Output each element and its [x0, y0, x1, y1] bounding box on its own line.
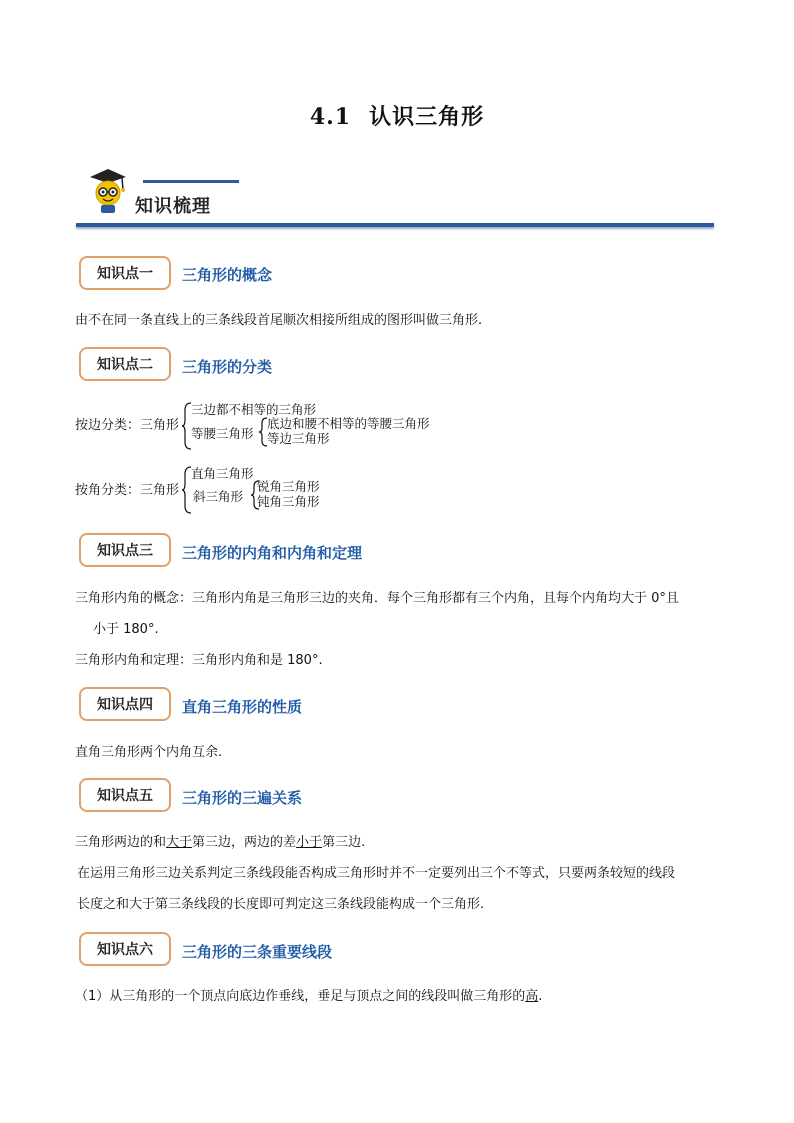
by-side-item-1: 三边都不相等的三角形	[191, 402, 317, 417]
section-title-1: 三角形的概念	[182, 266, 273, 284]
by-side-sub-1: 底边和腰不相等的等腰三角形	[267, 416, 430, 431]
side-relation-line-3: 长度之和大于第三条线段的长度即可判定这三条线段能构成一个三角形.	[77, 897, 485, 912]
section-title-6: 三角形的三条重要线段	[182, 943, 333, 961]
section-label-1: 知识点一	[79, 256, 171, 290]
section-label-5: 知识点五	[79, 778, 171, 812]
banner-top-line	[143, 180, 239, 183]
side-relation-line-1: 三角形两边的和大于第三边，两边的差小于第三边.	[75, 835, 366, 850]
section-title-5: 三角形的三遍关系	[182, 789, 303, 807]
section-title-2: 三角形的分类	[182, 358, 273, 376]
right-triangle-text: 直角三角形两个内角互余.	[75, 745, 223, 760]
section-title-3: 三角形的内角和内角和定理	[182, 544, 363, 562]
by-angle-item-1: 直角三角形	[191, 466, 254, 481]
title-number: 4.1	[309, 104, 352, 130]
section-label-6: 知识点六	[79, 932, 171, 966]
section-label-4: 知识点四	[79, 687, 171, 721]
by-side-label: 按边分类：三角形	[75, 418, 180, 433]
by-angle-sub-1: 锐角三角形	[257, 479, 320, 494]
mascot-icon	[82, 165, 132, 215]
side-relation-line-2: 在运用三角形三边关系判定三条线段能否构成三角形时并不一定要列出三个不等式，只要两条较短的线段	[77, 866, 676, 881]
page-title	[0, 100, 794, 131]
lines-item-1: （1）从三角形的一个顶点向底边作垂线，垂足与顶点之间的线段叫做三角形的高.	[75, 989, 543, 1004]
section-label-3: 知识点三	[79, 533, 171, 567]
section-label-2: 知识点二	[79, 347, 171, 381]
banner-label: 知识梳理	[135, 196, 211, 217]
angle-concept-line-2: 小于 180°.	[93, 622, 159, 637]
section-title-4: 直角三角形的性质	[182, 698, 303, 716]
angle-concept-line-1: 三角形内角的概念：三角形内角是三角形三边的夹角．每个三角形都有三个内角，且每个内角均大于 0°且	[75, 591, 679, 606]
by-side-sub-2: 等边三角形	[267, 431, 330, 446]
angle-theorem: 三角形内角和定理：三角形内角和是 180°.	[75, 653, 323, 668]
title-text: 认识三角形	[369, 104, 485, 130]
by-angle-label: 按角分类：三角形	[75, 483, 180, 498]
concept-text: 由不在同一条直线上的三条线段首尾顺次相接所组成的图形叫做三角形.	[75, 313, 483, 328]
banner-divider	[76, 223, 714, 227]
by-angle-sub-2: 钝角三角形	[257, 494, 320, 509]
by-side-item-2: 等腰三角形	[191, 426, 254, 441]
by-angle-item-2: 斜三角形	[193, 489, 244, 504]
